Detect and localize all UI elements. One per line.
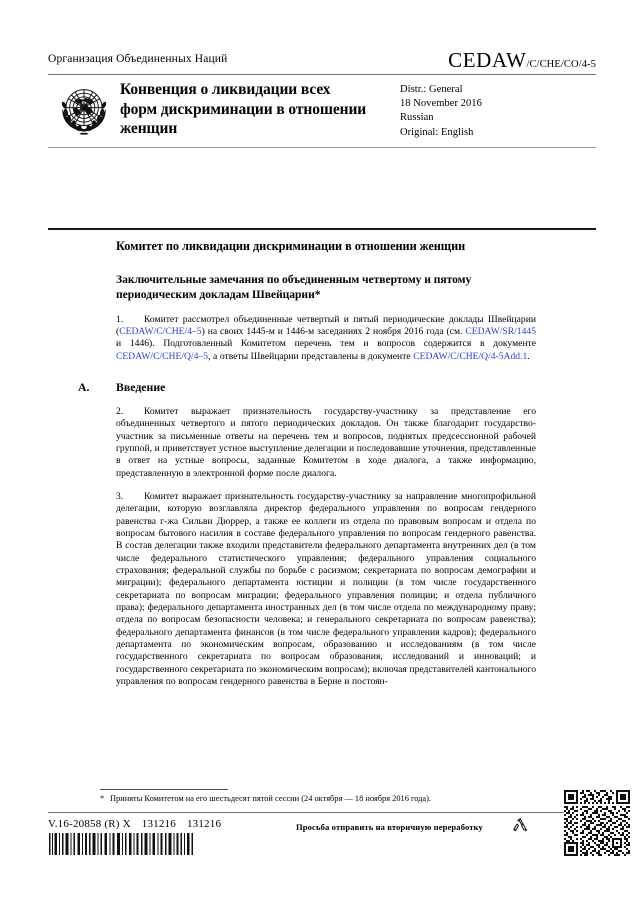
document-body (48, 238, 596, 688)
convention-title: Конвенция о ликвидации всех форм дискриминации в отношении женщин (120, 81, 367, 137)
document-symbol (448, 48, 596, 73)
section-a-letter: A. (78, 379, 90, 394)
paragraph-1-text-e: . (527, 350, 530, 362)
document-symbol-suffix: /C/CHE/CO/4-5 (526, 59, 596, 70)
paragraph-2 (116, 406, 536, 480)
body-rule (48, 228, 596, 230)
job-code-1: 131216 (141, 818, 176, 830)
job-number-line (48, 818, 221, 830)
distr-date: 18 November 2016 (400, 98, 482, 110)
barcode (48, 833, 194, 855)
distr-original: Original: English (400, 126, 474, 138)
distr-line: Distr.: General (400, 84, 463, 95)
footnote-separator (100, 789, 228, 790)
footer-rule (48, 812, 596, 813)
link-cedaw-c-che-q-4-5-add1[interactable]: CEDAW/C/CHE/Q/4-5Add.1 (413, 350, 528, 362)
qr-code (564, 790, 630, 856)
distr-language: Russian (400, 112, 434, 124)
paragraph-3-text: Комитет выражает признательность государству-участнику за направление многопрофильной делегации, которую возглавляла директор федерального управления по вопросам гендерного равенства г-жа Сильви Дюррер, а также ее коллеги из отдела по правовым вопросам и отдела по вопросам бытового насилия в составе федерального управления по вопросам гендерного равенства. В состав делегации также входили представители федерального департамента внутренних дел (в том числе федерального статистического управления; федерального управления социального страхования; федеральной службы по борьбе с расизмом; секретариата по вопросам демографии и миграции); федерального департамента юстиции и полиции (в том числе государственного секретариата по вопросам миграции; федерального управления полиции; и отдела публичного права); федерального департамента иностранных дел (в том числе отдела по международному праву; отдела по вопросам безопасности человека; и генерального секретариата по вопросам равенства); федерального департамента финансов (в том числе федерального управления кадров); федерального департамента по экономическим вопросам, образованию и исследованиям (в том числе государственного секретариата по вопросам образования, исследований и инноваций; и государственного секретариата по экономическим вопросам); включая представителей кантонального управления по вопросам гендерного равенства в Берне и постоян- (116, 490, 536, 688)
section-heading-a (78, 380, 596, 395)
link-cedaw-c-che-4-5[interactable]: CEDAW/C/CHE/4–5 (119, 325, 202, 337)
paragraph-2-text: Комитет выражает признательность государству-участнику за представление его объединенных четвертого и пятого периодических докладов. Он также благодарит государство-участник за письменные ответы на перечень тем и вопросов, поднятых предсессионной рабочей группой, и приветствует устное выступление делегации и последовавшие уточнения, представленные в ответ на устные вопросы, заданные Комитетом в ходе диалога, а также информацию, представленную в электронной форме после диалога. (116, 405, 536, 479)
header-block (48, 80, 596, 144)
paragraph-3-number: 3. (116, 490, 124, 502)
link-cedaw-sr-1445[interactable]: CEDAW/SR/1445 (465, 325, 536, 337)
link-cedaw-c-che-q-4-5[interactable]: CEDAW/C/CHE/Q/4–5 (116, 350, 208, 362)
un-emblem-icon (54, 80, 114, 140)
paragraph-1-text-b: ) на своих 1445-м и 1446-м заседаниях 2 ноября 2016 года (см. (201, 325, 466, 337)
paragraph-3 (116, 491, 536, 689)
paragraph-1-text-a: Комитет рассмотрел объединенные четвертый и пятый периодические доклады Швейцарии ( (116, 313, 536, 337)
organization-name: Организация Объединенных Наций (48, 53, 228, 65)
footnote-text: Приняты Комитетом на его шестьдесят пятой сессии (24 октября — 18 ноября 2016 года). (110, 794, 432, 803)
masthead (48, 48, 596, 72)
document-symbol-main: CEDAW (448, 48, 527, 72)
distribution-block (400, 83, 482, 140)
paragraph-1-number: 1. (116, 313, 124, 325)
header-rule-top (48, 74, 596, 75)
job-number: V.16-20858 (R) X (48, 818, 131, 830)
footnote (100, 793, 520, 804)
job-code-2: 131216 (186, 818, 222, 830)
footnote-marker: * (100, 794, 105, 803)
paragraph-2-number: 2. (116, 405, 124, 417)
page-footer (48, 818, 596, 878)
recycle-notice: Просьба отправить на вторичную переработку (296, 822, 483, 832)
header-rule-bottom (48, 147, 596, 148)
paragraph-1 (116, 314, 536, 363)
concluding-observations-heading: Заключительные замечания по объединенным четвертому и пятому периодическим докладам Швейцарии* (116, 272, 472, 301)
section-a-title: Введение (116, 379, 166, 394)
paragraph-1-text-d: , а ответы Швейцарии представлены в документе (207, 350, 414, 362)
recycling-icon (510, 816, 530, 836)
committee-heading: Комитет по ликвидации дискриминации в отношении женщин (116, 239, 466, 253)
paragraph-1-text-c: и 1446). Подготовленный Комитетом перечень тем и вопросов содержится в документе (116, 338, 536, 350)
